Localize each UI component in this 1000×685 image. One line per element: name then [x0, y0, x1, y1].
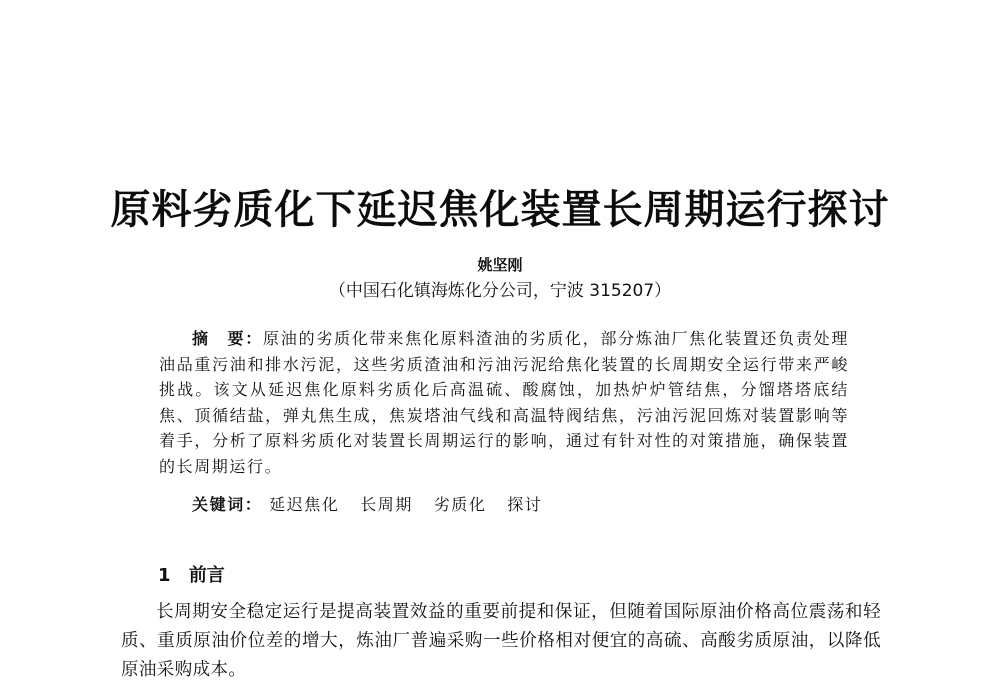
keyword: 探讨 [507, 495, 543, 514]
body-paragraph: 长周期安全稳定运行是提高装置效益的重要前提和保证，但随着国际原油价格高位震荡和轻质、重质原油价位差的增大，炼油厂普遍采购一些价格相对便宜的高硫、高酸劣质原油，以降低原油采购成本。 [121, 602, 881, 680]
abstract-text: 原油的劣质化带来焦化原料渣油的劣质化，部分炼油厂焦化装置还负责处理油品重污油和排水污泥，这些劣质渣油和污油污泥给焦化装置的长周期安全运行带来严峻挑战。该文从延迟焦化原料劣质化后高温硫、酸腐蚀，加热炉炉管结焦，分馏塔塔底结焦、顶循结盐，弹丸焦生成，焦炭塔油气线和高温特阀结焦，污油污泥回炼对装置影响等着手，分析了原料劣质化对装置长周期运行的影响，通过有针对性的对策措施，确保装置的长周期运行。 [159, 329, 849, 476]
section-title: 前言 [188, 565, 225, 586]
section-heading [158, 561, 225, 587]
section-number: 1 [158, 565, 171, 586]
keyword: 长周期 [360, 495, 413, 514]
author-affiliation: （中国石化镇海炼化分公司，宁波 315207） [328, 281, 672, 301]
abstract-block [159, 326, 849, 479]
paper-title: 原料劣质化下延迟焦化装置长周期运行探讨 [110, 187, 890, 233]
abstract-label: 摘 要： [192, 329, 264, 348]
keyword: 劣质化 [433, 495, 487, 514]
keywords-block [192, 492, 556, 515]
keyword: 延迟焦化 [269, 495, 340, 514]
keywords-label: 关键词： [192, 495, 263, 514]
author-name: 姚坚刚 [477, 256, 523, 274]
